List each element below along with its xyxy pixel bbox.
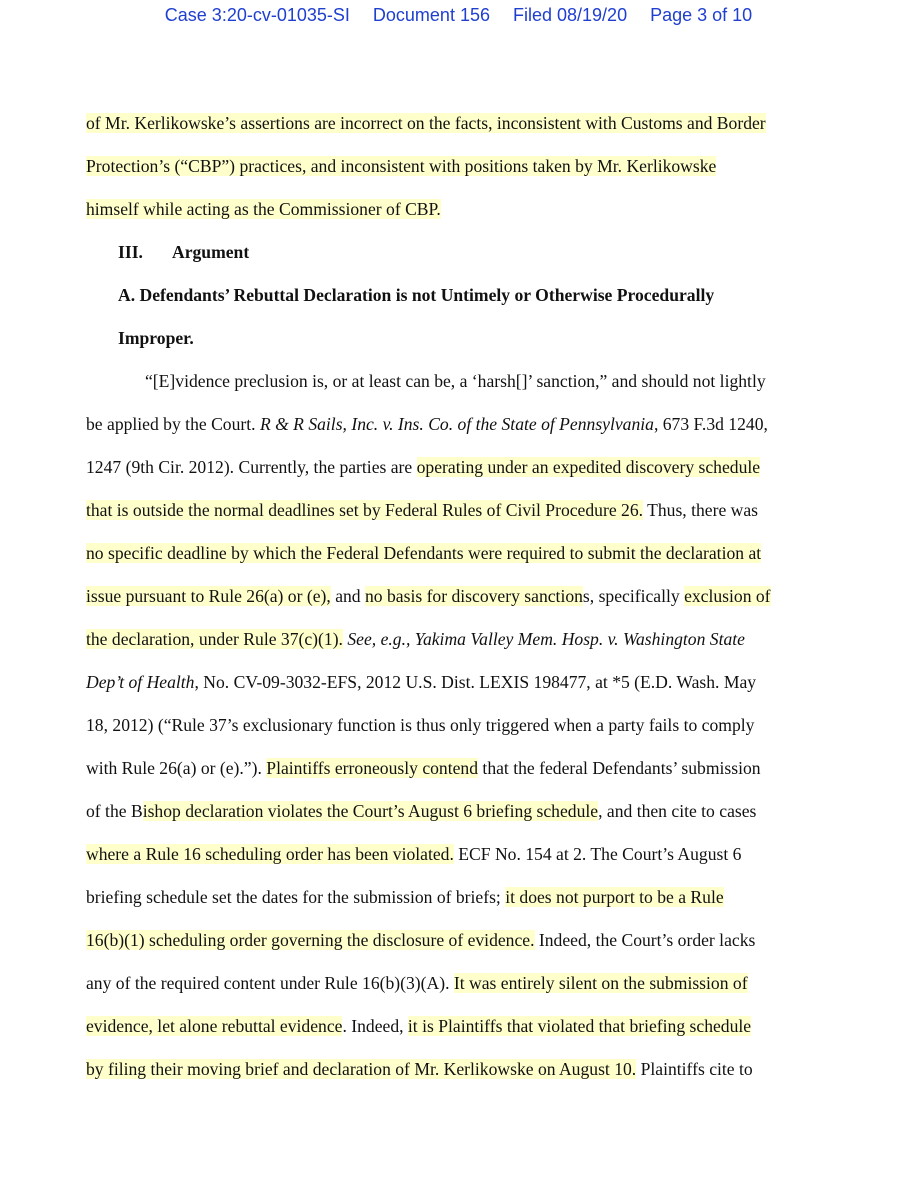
- highlighted-text: Protection’s (“CBP”) practices, and inconsistent with positions taken by Mr. Kerlikowske: [86, 156, 717, 176]
- highlighted-text: ishop declaration violates the Court’s August 6 briefing schedule: [142, 801, 599, 821]
- highlighted-text: exclusion of: [684, 586, 771, 606]
- highlighted-text: by filing their moving brief and declaration of Mr. Kerlikowske on August 10.: [86, 1059, 637, 1079]
- text: 18, 2012) (“Rule 37’s exclusionary function is thus only triggered when a party fails to comply: [86, 715, 755, 735]
- text-line: [145, 368, 766, 394]
- text: any of the required content under Rule 16(b)(3)(A).: [86, 973, 454, 993]
- highlighted-text: the declaration, under Rule 37(c)(1).: [86, 629, 343, 649]
- ecf-header: [0, 5, 917, 26]
- highlighted-text: Plaintiffs erroneously contend: [266, 758, 479, 778]
- highlighted-text: 16(b)(1) scheduling order governing the disclosure of evidence.: [86, 930, 535, 950]
- text: with Rule 26(a) or (e).”).: [86, 758, 267, 778]
- page-number: Page 3 of 10: [650, 5, 753, 25]
- text-line: [86, 841, 741, 867]
- text: . Indeed,: [342, 1016, 408, 1036]
- case-citation: Dep’t of Health: [86, 672, 195, 692]
- subheading-text: A. Defendants’ Rebuttal Declaration is not Untimely or Otherwise Procedurally: [118, 285, 715, 305]
- text-line: [86, 626, 745, 652]
- highlighted-text: that is outside the normal deadlines set by Federal Rules of Civil Procedure 26.: [86, 500, 644, 520]
- highlighted-text: no specific deadline by which the Federal Defendants were required to submit the declaration at: [86, 543, 762, 563]
- section-number: III.: [118, 242, 143, 262]
- document-number: Document 156: [372, 5, 490, 25]
- text-line: [86, 196, 441, 222]
- text-line: [86, 411, 768, 437]
- text: “[E]vidence preclusion is, or at least can be, a ‘harsh[]’ sanction,” and should not lightly: [145, 371, 766, 391]
- case-number: Case 3:20-cv-01035-SI: [164, 5, 350, 25]
- text: and: [330, 586, 365, 606]
- highlighted-text: It was entirely silent on the submission of: [453, 973, 748, 993]
- text: Indeed, the Court’s order lacks: [534, 930, 756, 950]
- highlighted-text: operating under an expedited discovery schedule: [416, 457, 761, 477]
- text: ECF No. 154 at 2. The Court’s August 6: [453, 844, 742, 864]
- text: Plaintiffs cite to: [636, 1059, 753, 1079]
- text-line: [86, 669, 756, 695]
- text: , No. CV-09-3032-EFS, 2012 U.S. Dist. LEXIS 198477, at *5 (E.D. Wash. May: [194, 672, 757, 692]
- text-line: [86, 583, 771, 609]
- case-citation: See, e.g., Yakima Valley Mem. Hosp. v. Washington State: [347, 629, 745, 649]
- text-line: [86, 927, 755, 953]
- text-line: [86, 497, 758, 523]
- text: s, specifically: [582, 586, 685, 606]
- text-line: [86, 712, 754, 738]
- highlighted-text: himself while acting as the Commissioner of CBP.: [86, 199, 441, 219]
- highlighted-text: it does not purport to be a Rule: [505, 887, 724, 907]
- text-line: [86, 153, 716, 179]
- highlighted-text: of Mr. Kerlikowske’s assertions are incorrect on the facts, inconsistent with Customs and Border: [86, 113, 766, 133]
- text: 1247 (9th Cir. 2012). Currently, the parties are: [86, 457, 417, 477]
- subheading-text: Improper.: [118, 328, 194, 348]
- highlighted-text: it is Plaintiffs that violated that briefing schedule: [407, 1016, 752, 1036]
- filed-date: Filed 08/19/20: [513, 5, 628, 25]
- subheading-line: [118, 282, 714, 308]
- text-line: [86, 1056, 753, 1082]
- highlighted-text: no basis for discovery sanction: [365, 586, 583, 606]
- text-line: [86, 454, 760, 480]
- case-citation: R & R Sails, Inc. v. Ins. Co. of the State of Pennsylvania: [259, 414, 654, 434]
- text: , and then cite to cases: [598, 801, 757, 821]
- section-heading: [118, 239, 250, 265]
- text-line: [86, 1013, 751, 1039]
- highlighted-text: evidence, let alone rebuttal evidence: [86, 1016, 343, 1036]
- text: Thus, there was: [643, 500, 759, 520]
- text: of the B: [86, 801, 143, 821]
- text-line: [86, 755, 761, 781]
- text: briefing schedule set the dates for the submission of briefs;: [86, 887, 506, 907]
- text-line: [86, 540, 761, 566]
- text: that the federal Defendants’ submission: [478, 758, 761, 778]
- text-line: [86, 970, 748, 996]
- text-line: [86, 110, 766, 136]
- text: be applied by the Court.: [86, 414, 260, 434]
- text: , 673 F.3d 1240,: [653, 414, 768, 434]
- subheading-line: [118, 325, 194, 351]
- highlighted-text: where a Rule 16 scheduling order has been violated.: [86, 844, 454, 864]
- section-title: Argument: [172, 242, 250, 262]
- text-line: [86, 884, 724, 910]
- highlighted-text: issue pursuant to Rule 26(a) or (e),: [86, 586, 331, 606]
- text-line: [86, 798, 756, 824]
